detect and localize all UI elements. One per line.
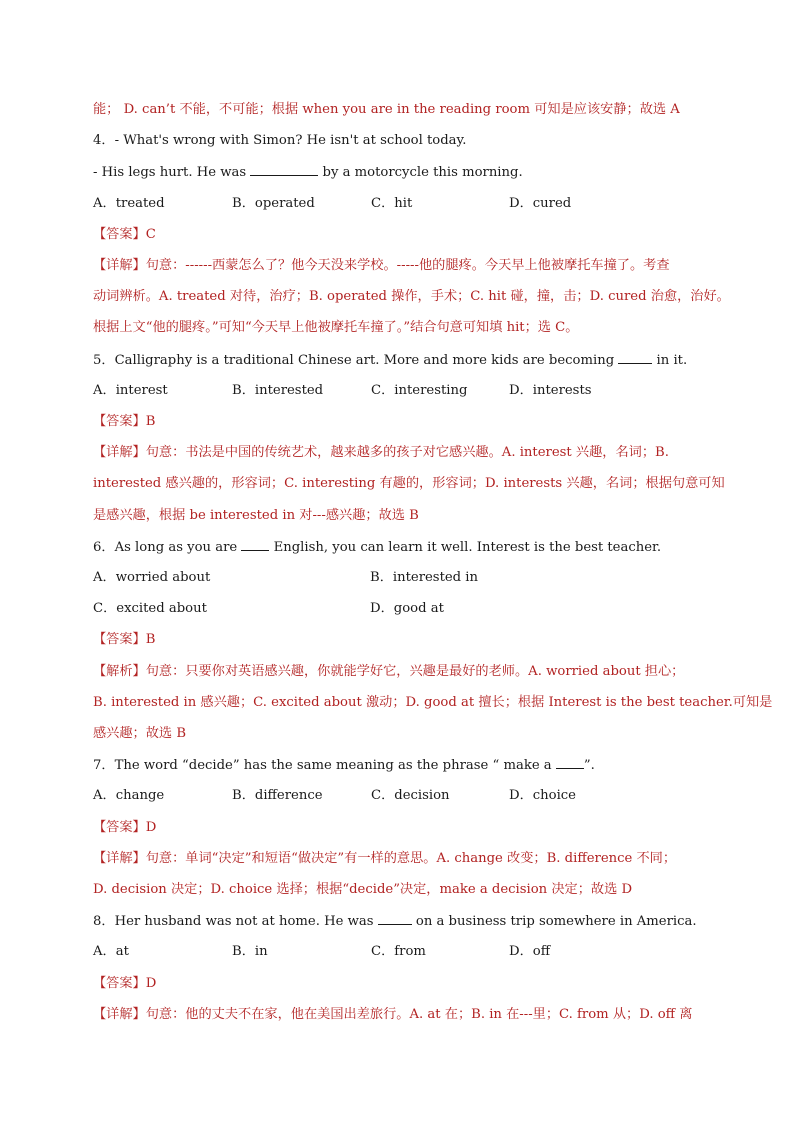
q5-option-c: C．interesting: [371, 383, 468, 398]
q4-line-2: [93, 162, 704, 183]
q8-answer: 【答案】D: [93, 976, 157, 991]
q4-explanation-3: 根据上文“他的腿疼。”可知“今天早上他被摩托车撞了。”结合句意可知填 hit；选 C。: [93, 320, 579, 335]
q7-option-c: C．decision: [371, 788, 450, 803]
q8-option-b: B．in: [232, 944, 268, 959]
q7-explanation-1: 【详解】句意：单词“决定”和短语“做决定”有一样的意思。A. change 改变；B. difference 不同；: [93, 851, 677, 866]
q4-prompt-a: - What's wrong with Simon? He isn't at school today.: [114, 133, 467, 148]
q4-answer: 【答案】C: [93, 227, 156, 242]
q4-explanation-1: 【详解】句意：------西蒙怎么了？他今天没来学校。-----他的腿疼。今天早上他被摩托车撞了。考查: [93, 258, 670, 273]
q4-prompt-b-start: - His legs hurt. He was: [93, 165, 251, 180]
q6-answer: 【答案】B: [93, 632, 156, 647]
q6-option-d: D．good at: [370, 601, 444, 616]
q4-line-1: [93, 131, 704, 151]
q6-prompt-end: English, you can learn it well. Interest is the best teacher.: [269, 540, 662, 555]
q4-option-b: B．operated: [232, 196, 315, 211]
q7-answer: 【答案】D: [93, 820, 157, 835]
q7-explanation-2: D. decision 决定；D. choice 选择；根据“decide”决定，make a decision 决定；故选 D: [93, 882, 633, 897]
q7-blank: [556, 755, 584, 769]
q7-prompt-start: 7．The word “decide” has the same meaning as the phrase “ make a: [93, 758, 556, 773]
q6-explanation-2: B. interested in 感兴趣；C. excited about 激动；D. good at 擅长；根据 Interest is the best teacher.可知是: [93, 695, 773, 710]
q4-number: 4．: [93, 133, 115, 148]
q5-explanation-1: 【详解】句意：书法是中国的传统艺术，越来越多的孩子对它感兴趣。A. interest 兴趣，名词；B.: [93, 445, 669, 460]
q7-option-b: B．difference: [232, 788, 323, 803]
q4-explanation-2: 动词辨析。A. treated 对待，治疗；B. operated 操作，手术；C. hit 碰，撞，击；D. cured 治愈，治好。: [93, 289, 730, 304]
q7-option-a: A．change: [93, 788, 165, 803]
q7-prompt-end: ”.: [583, 758, 595, 773]
q5-option-b: B．interested: [232, 383, 324, 398]
q5-explanation-2: interested 感兴趣的，形容词；C. interesting 有趣的，形容词；D. interests 兴趣，名词；根据句意可知: [93, 476, 725, 491]
q5-prompt-start: 5．Calligraphy is a traditional Chinese art. More and more kids are becoming: [93, 353, 619, 368]
q6-blank: [241, 537, 269, 551]
q8-prompt-start: 8．Her husband was not at home. He was: [93, 914, 378, 929]
q8-blank: [378, 911, 412, 925]
q6-line: [93, 537, 704, 558]
q5-prompt-end: in it.: [652, 353, 688, 368]
q5-line: [93, 350, 704, 371]
q8-option-a: A．at: [93, 944, 129, 959]
q4-blank: [250, 162, 318, 176]
q8-option-d: D．off: [509, 944, 551, 959]
q4-option-c: C．hit: [371, 196, 413, 211]
q5-blank: [618, 350, 652, 364]
explanation-continued-line: 能； D. can’t 不能，不可能；根据 when you are in the reading room 可知是应该安静；故选 A: [93, 102, 680, 117]
q7-line: [93, 755, 704, 776]
q6-option-b: B．interested in: [370, 570, 479, 585]
q6-option-c: C．excited about: [93, 601, 207, 616]
q5-answer: 【答案】B: [93, 414, 156, 429]
q6-explanation-3: 感兴趣；故选 B: [93, 726, 187, 741]
q6-explanation-1: 【解析】句意：只要你对英语感兴趣，你就能学好它，兴趣是最好的老师。A. worried about 担心；: [93, 664, 685, 679]
q4-option-a: A．treated: [93, 196, 165, 211]
q5-option-d: D．interests: [509, 383, 592, 398]
q8-line: [93, 911, 704, 932]
q8-explanation-1: 【详解】句意：他的丈夫不在家，他在美国出差旅行。A. at 在；B. in 在---里；C. from 从；D. off 离: [93, 1007, 693, 1022]
q4-option-d: D．cured: [509, 196, 572, 211]
q7-option-d: D．choice: [509, 788, 576, 803]
q8-option-c: C．from: [371, 944, 426, 959]
q8-prompt-end: on a business trip somewhere in America.: [411, 914, 697, 929]
q4-prompt-b-end: by a motorcycle this morning.: [318, 165, 523, 180]
q6-prompt-start: 6．As long as you are: [93, 540, 242, 555]
q6-option-a: A．worried about: [93, 570, 211, 585]
q5-option-a: A．interest: [93, 383, 168, 398]
q5-explanation-3: 是感兴趣，根据 be interested in 对---感兴趣；故选 B: [93, 508, 419, 523]
